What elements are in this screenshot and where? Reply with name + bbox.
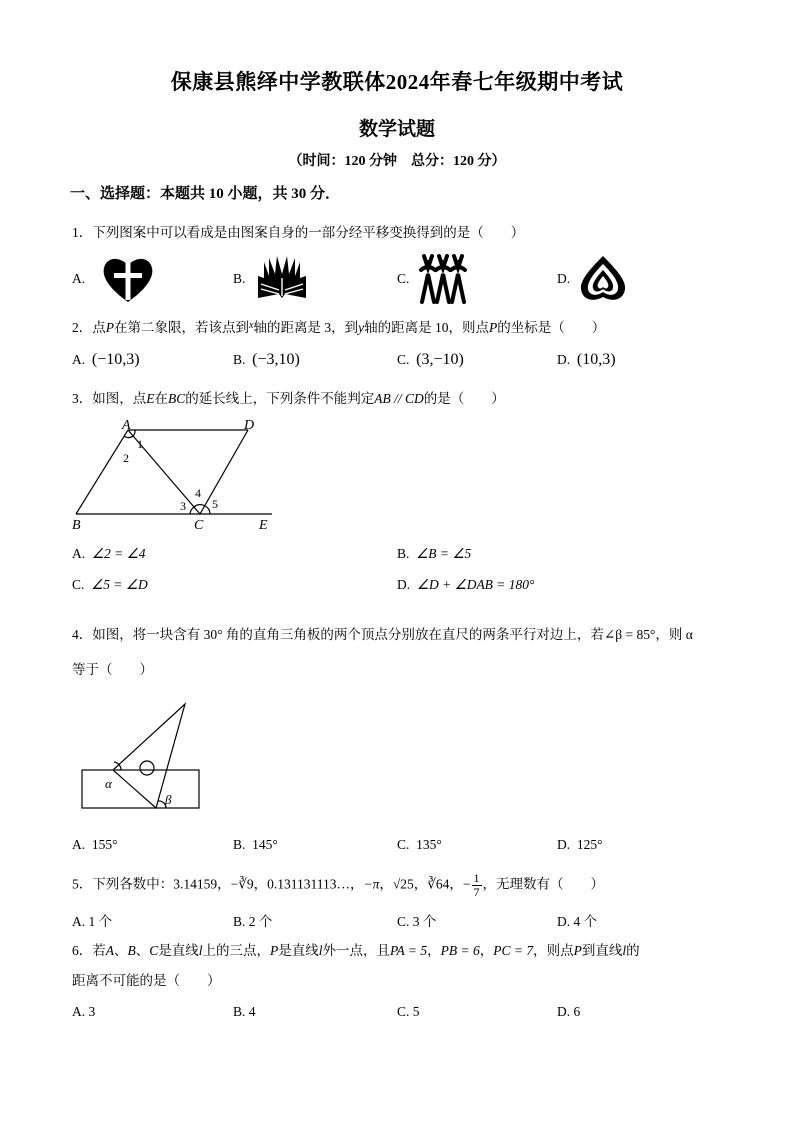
- q2-option-a: A. (−10,3): [72, 351, 140, 368]
- text: 轴的距离是 10，则点: [364, 320, 489, 335]
- label-e: E: [259, 518, 268, 533]
- q2-option-c: C. (3,−10): [397, 351, 464, 368]
- text: 3．如图，点: [72, 391, 147, 406]
- text: 轴的距离是 3，到: [253, 320, 359, 335]
- math-var: l: [622, 943, 627, 958]
- math-expr: AB // CD: [374, 391, 424, 406]
- math-var: C: [149, 943, 159, 958]
- q4-option-c: C. 135°: [397, 837, 442, 852]
- question-6-stem-line2: 距离不可能的是（ ）: [72, 973, 221, 988]
- angle-3-label: 3: [180, 499, 186, 513]
- math-expr: −∛9: [230, 876, 254, 892]
- math-expr: √25: [392, 876, 414, 892]
- text: 的: [626, 943, 640, 958]
- math-var: B: [127, 943, 136, 958]
- math-var: l: [318, 943, 323, 958]
- text: 的延长线上，下列条件不能判定: [185, 391, 375, 406]
- dancers-icon: [418, 250, 474, 309]
- q5-option-a: A. 1 个: [72, 914, 113, 929]
- q3-option-c: C. ∠5 = ∠D: [72, 577, 148, 592]
- label-a: A: [122, 418, 131, 433]
- open-book-icon: [255, 254, 309, 307]
- q2-option-d: D. (10,3): [557, 351, 616, 368]
- q6-option-d: D. 6: [557, 1004, 581, 1019]
- text: 在: [154, 391, 168, 406]
- q4-option-d: D. 125°: [557, 837, 603, 852]
- question-4-stem-line1: 4．如图，将一块含有 30° 角的直角三角板的两个顶点分别放在直尺的两条平行对边上，若∠β = 85°，则 α: [72, 627, 693, 642]
- math-expr: −π: [363, 876, 380, 892]
- q6-option-c: C. 5: [397, 1004, 420, 1019]
- math-var: y: [358, 320, 365, 335]
- math-sign: −: [462, 876, 471, 892]
- label-c: C: [194, 518, 204, 533]
- math-var: P: [573, 943, 582, 958]
- text: ，0.131131113…，: [253, 876, 364, 892]
- text: ，: [427, 943, 441, 958]
- q6-option-b: B. 4: [233, 1004, 256, 1019]
- q1-option-d-label: D.: [557, 271, 571, 286]
- math-var: BC: [168, 391, 186, 406]
- text: ，无理数有（ ）: [482, 876, 604, 892]
- text: 5．下列各数中：3.14159，: [72, 876, 231, 892]
- question-1-stem: 1．下列图案中可以看成是由图案自身的一部分经平移变换得到的是（ ）: [72, 225, 525, 240]
- q4-option-a: A. 155°: [72, 837, 118, 852]
- angle-5-label: 5: [212, 497, 218, 511]
- math-var: A: [105, 943, 114, 958]
- q1-option-b-label: B.: [233, 271, 246, 286]
- math-var: P: [105, 320, 114, 335]
- q1-option-c-label: C.: [397, 271, 410, 286]
- question-2-stem: [72, 316, 605, 338]
- question-6-stem-line1: [72, 941, 640, 961]
- q5-option-d: D. 4 个: [557, 914, 598, 929]
- q6-option-a: A. 3: [72, 1004, 96, 1019]
- text: 、: [114, 943, 128, 958]
- heart-cross-icon: [102, 254, 154, 311]
- text: 的坐标是（ ）: [497, 320, 606, 335]
- angle-2-label: 2: [123, 451, 129, 465]
- label-d: D: [244, 418, 255, 433]
- section-heading: 一、选择题：本题共 10 小题，共 30 分．: [70, 186, 341, 202]
- exam-info: （时间：120 分钟 总分：120 分）: [288, 154, 506, 169]
- math-expr: ∛64: [427, 876, 450, 892]
- text: ，则点: [533, 943, 574, 958]
- q3-option-d: D. ∠D + ∠DAB = 180°: [397, 577, 535, 592]
- text: ，: [479, 943, 494, 958]
- text: 2．点: [72, 320, 106, 335]
- text: 是直线: [278, 943, 319, 958]
- math-var: x: [249, 320, 254, 331]
- text: 的是（ ）: [423, 391, 505, 406]
- text: 到直线: [581, 943, 623, 958]
- q3-option-b: B. ∠B = ∠5: [397, 546, 472, 561]
- beta-label: β: [165, 792, 172, 807]
- text: 、: [135, 943, 150, 958]
- alpha-label: α: [105, 776, 112, 791]
- angle-4-label: 4: [195, 486, 201, 500]
- nested-heart-icon: [578, 253, 628, 310]
- math-var: l: [198, 943, 203, 958]
- exam-title: 保康县熊绎中学教联体2024年春七年级期中考试: [170, 70, 624, 94]
- q4-option-b: B. 145°: [233, 837, 278, 852]
- angle-1-label: 1: [137, 437, 143, 451]
- text: 上的三点，: [202, 943, 271, 958]
- q4-figure: [78, 700, 203, 817]
- q5-option-b: B. 2 个: [233, 914, 273, 929]
- question-4-stem-line2: 等于（ ）: [72, 662, 153, 677]
- math-var: E: [146, 391, 155, 406]
- q3-option-a: A. ∠2 = ∠4: [72, 546, 146, 561]
- question-5-stem: 5．下列各数中：3.14159，−∛9，0.131131113…，−π，√25，∛64，− $\frac{1}{7}$ ，无理数有（ ）: [72, 871, 604, 899]
- math-var: P: [270, 943, 279, 958]
- q3-figure: [68, 418, 283, 538]
- text: 是直线: [158, 943, 199, 958]
- text: 外一点，且: [322, 943, 391, 958]
- question-3-stem: [72, 389, 505, 409]
- text: 6．若: [72, 943, 106, 958]
- q2-option-b: B. (−3,10): [233, 351, 300, 368]
- text: 在第二象限，若该点到: [114, 320, 249, 335]
- fraction: $\frac{1}{7}$: [473, 871, 480, 899]
- math-var: P: [488, 320, 498, 335]
- q5-option-c: C. 3 个: [397, 914, 437, 929]
- exam-subtitle: 数学试题: [358, 119, 435, 140]
- math-expr: PC = 7: [493, 943, 534, 958]
- math-expr: PA = 5: [390, 943, 428, 958]
- label-b: B: [72, 518, 81, 533]
- math-expr: PB = 6: [440, 943, 480, 958]
- q1-option-a-label: A.: [72, 271, 86, 286]
